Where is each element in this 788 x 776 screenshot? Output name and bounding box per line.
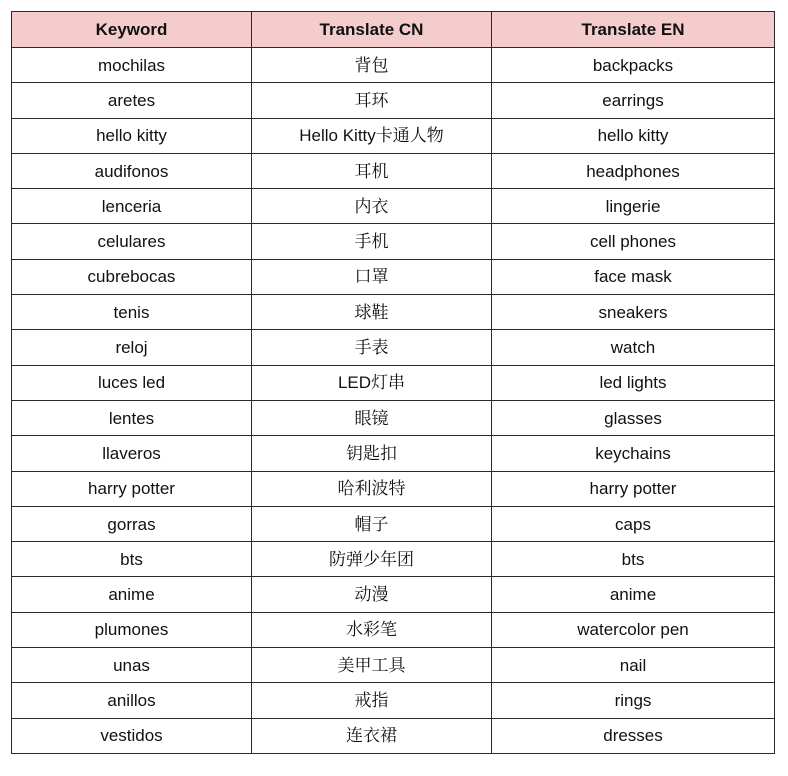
translate-cn-cell: 防弹少年团 — [252, 542, 492, 577]
translate-cn-cell: 手表 — [252, 330, 492, 365]
keyword-translation-table — [11, 11, 775, 754]
table-row — [12, 683, 775, 718]
keyword-cell: llaveros — [12, 436, 252, 471]
table-row — [12, 48, 775, 83]
translate-en-cell: anime — [492, 577, 775, 612]
table-row — [12, 365, 775, 400]
keyword-cell: gorras — [12, 506, 252, 541]
table-row — [12, 577, 775, 612]
keyword-cell: vestidos — [12, 718, 252, 753]
keyword-cell: tenis — [12, 295, 252, 330]
translate-cn-cell: 钥匙扣 — [252, 436, 492, 471]
keyword-cell: harry potter — [12, 471, 252, 506]
table-row — [12, 400, 775, 435]
translate-cn-cell: 连衣裙 — [252, 718, 492, 753]
translate-cn-cell: 背包 — [252, 48, 492, 83]
translate-cn-cell: 球鞋 — [252, 295, 492, 330]
header-row — [12, 12, 775, 48]
header-keyword: Keyword — [12, 12, 252, 48]
translate-en-cell: sneakers — [492, 295, 775, 330]
table-row — [12, 224, 775, 259]
translate-cn-cell: 美甲工具 — [252, 648, 492, 683]
keyword-cell: mochilas — [12, 48, 252, 83]
translate-en-cell: watercolor pen — [492, 612, 775, 647]
translate-en-cell: watch — [492, 330, 775, 365]
translate-cn-cell: 口罩 — [252, 259, 492, 294]
translate-en-cell: face mask — [492, 259, 775, 294]
table-row — [12, 648, 775, 683]
table-row — [12, 506, 775, 541]
translate-en-cell: cell phones — [492, 224, 775, 259]
keyword-cell: lentes — [12, 400, 252, 435]
keyword-cell: plumones — [12, 612, 252, 647]
translate-cn-cell: 哈利波特 — [252, 471, 492, 506]
translate-en-cell: bts — [492, 542, 775, 577]
translate-cn-cell: 内衣 — [252, 189, 492, 224]
translate-cn-cell: 耳环 — [252, 83, 492, 118]
table-row — [12, 612, 775, 647]
keyword-cell: aretes — [12, 83, 252, 118]
translate-en-cell: nail — [492, 648, 775, 683]
table-row — [12, 718, 775, 753]
keyword-cell: luces led — [12, 365, 252, 400]
translate-cn-cell: Hello Kitty卡通人物 — [252, 118, 492, 153]
keyword-cell: cubrebocas — [12, 259, 252, 294]
table-row — [12, 295, 775, 330]
keyword-cell: hello kitty — [12, 118, 252, 153]
keyword-cell: audifonos — [12, 153, 252, 188]
keyword-cell: lenceria — [12, 189, 252, 224]
translate-cn-cell: LED灯串 — [252, 365, 492, 400]
table-row — [12, 83, 775, 118]
translate-cn-cell: 耳机 — [252, 153, 492, 188]
header-translate-en: Translate EN — [492, 12, 775, 48]
translate-en-cell: led lights — [492, 365, 775, 400]
keyword-cell: celulares — [12, 224, 252, 259]
translate-cn-cell: 眼镜 — [252, 400, 492, 435]
table-row — [12, 189, 775, 224]
table-row — [12, 330, 775, 365]
translate-en-cell: keychains — [492, 436, 775, 471]
table-body — [12, 48, 775, 754]
table-row — [12, 118, 775, 153]
table-row — [12, 153, 775, 188]
keyword-cell: anillos — [12, 683, 252, 718]
translate-en-cell: backpacks — [492, 48, 775, 83]
table-row — [12, 259, 775, 294]
table-row — [12, 542, 775, 577]
translate-cn-cell: 动漫 — [252, 577, 492, 612]
header-translate-cn: Translate CN — [252, 12, 492, 48]
translate-en-cell: caps — [492, 506, 775, 541]
translate-cn-cell: 帽子 — [252, 506, 492, 541]
keyword-cell: bts — [12, 542, 252, 577]
table-row — [12, 436, 775, 471]
translate-en-cell: lingerie — [492, 189, 775, 224]
translate-en-cell: rings — [492, 683, 775, 718]
translate-en-cell: harry potter — [492, 471, 775, 506]
keyword-cell: reloj — [12, 330, 252, 365]
translate-en-cell: dresses — [492, 718, 775, 753]
translate-cn-cell: 水彩笔 — [252, 612, 492, 647]
translate-en-cell: headphones — [492, 153, 775, 188]
keyword-cell: unas — [12, 648, 252, 683]
translate-cn-cell: 戒指 — [252, 683, 492, 718]
keyword-cell: anime — [12, 577, 252, 612]
translate-en-cell: earrings — [492, 83, 775, 118]
translate-en-cell: glasses — [492, 400, 775, 435]
translate-en-cell: hello kitty — [492, 118, 775, 153]
table-row — [12, 471, 775, 506]
translate-cn-cell: 手机 — [252, 224, 492, 259]
table-header — [12, 12, 775, 48]
